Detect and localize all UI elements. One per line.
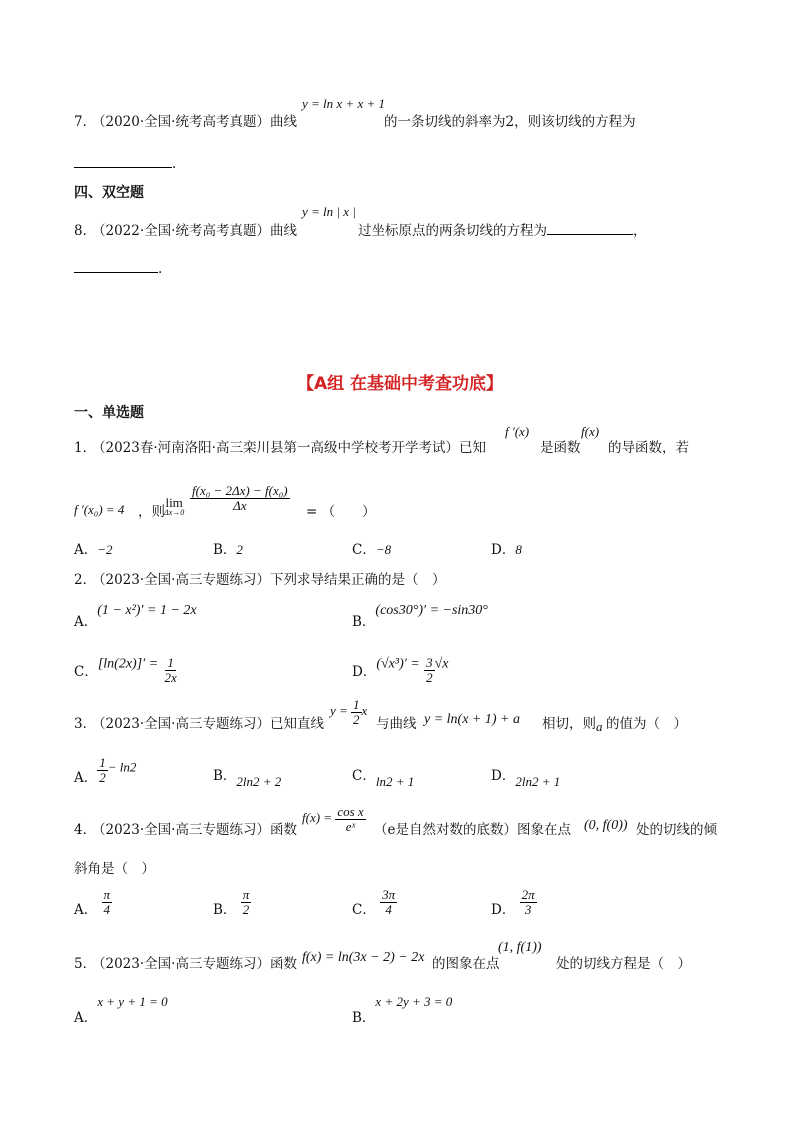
q8-text: 过坐标原点的两条切线的方程为	[358, 223, 547, 239]
q4-option-a-frac	[102, 888, 113, 916]
q4-option-d-frac	[520, 888, 537, 916]
q5-point: (1, f(1))	[498, 940, 542, 955]
q4-option-a-den: 4	[103, 901, 111, 917]
q3-option-b[interactable]	[213, 764, 282, 789]
q3-line	[330, 698, 367, 726]
q3-option-d-value: 2ln2 + 1	[515, 774, 561, 789]
q1-option-a[interactable]	[74, 538, 113, 558]
q4-f-den: eˣ	[345, 818, 356, 834]
q2-option-d[interactable]	[352, 650, 449, 685]
q4-f-num: cos x	[337, 804, 364, 819]
q1-denominator: Δx	[233, 497, 247, 513]
q4-option-c-frac	[380, 888, 397, 916]
q2-option-d-num: 3	[426, 655, 433, 670]
q1-then: ，则	[138, 504, 165, 520]
q2-option-c[interactable]	[74, 650, 179, 685]
q7-number: 7．	[74, 114, 97, 130]
q8-source: （2022·全国·统考高考真题）曲线	[92, 223, 297, 239]
q8-number: 8．	[74, 223, 97, 239]
group-title: 【A组 在基础中考查功底】	[296, 374, 504, 394]
q8-line1-tail	[358, 219, 647, 239]
q3-option-a-num: 1	[99, 755, 106, 770]
section-one-heading: 一、单选题	[74, 405, 144, 421]
q4-option-c-label: C．	[352, 901, 376, 918]
q4-point: (0, f(0))	[584, 818, 628, 833]
q5-option-a[interactable]	[74, 990, 168, 1026]
q1-lim: lim	[165, 495, 183, 510]
q1-numerator: f(x₀ − 2Δx) − f(x₀)	[192, 483, 288, 498]
q4-function	[302, 805, 366, 833]
q4-option-b-frac	[241, 888, 252, 916]
q1-option-c-value: −8	[375, 542, 392, 557]
q3-option-d[interactable]	[491, 764, 561, 789]
q7-text: 的一条切线的斜率为2，则该切线的方程为	[384, 114, 636, 130]
q3-option-d-label: D．	[491, 768, 516, 784]
q2-option-d-right: √x	[434, 656, 449, 672]
q3-line-den: 2	[353, 711, 360, 727]
q4-end: 处的切线的倾	[636, 822, 717, 838]
q2-option-c-num: 1	[167, 655, 174, 670]
q8-formula: y = ln | x |	[302, 204, 356, 219]
q1-number: 1．	[74, 440, 97, 456]
q1-option-a-label: A．	[74, 542, 98, 558]
q2-option-d-label: D．	[352, 663, 377, 680]
q4-option-b-den: 2	[242, 901, 250, 917]
q1-end: 的导函数，若	[608, 440, 689, 456]
q2-option-a-label: A．	[74, 614, 98, 630]
q5-number: 5．	[74, 956, 97, 972]
q3-text: 相切，则	[542, 716, 596, 732]
q4-f-left: f(x) =	[302, 810, 333, 826]
q3-a: a	[596, 719, 603, 734]
section-four-heading: 四、双空题	[74, 185, 144, 201]
q1-limit	[164, 496, 184, 517]
q2-number: 2．	[74, 572, 97, 588]
q5-option-b-value: x + 2y + 3 = 0	[375, 994, 453, 1009]
q1-option-d[interactable]	[491, 538, 522, 558]
q1-condition: f ′(x₀) = 4	[74, 502, 125, 517]
q2-option-b-label: B．	[352, 614, 376, 630]
q8-answer-blank-2[interactable]	[74, 260, 158, 273]
q1-option-a-value: −2	[97, 542, 113, 557]
q2-text: （2023·全国·高三专题练习）下列求导结果正确的是（ ）	[92, 572, 446, 588]
q3-option-a[interactable]	[74, 754, 137, 786]
q3-option-c[interactable]	[352, 764, 415, 789]
q4-text: （e是自然对数的底数）图象在点	[374, 822, 571, 838]
q3-line-num: 1	[353, 697, 360, 712]
q8-comma: ，	[633, 223, 647, 239]
q1-option-b-label: B．	[213, 542, 237, 558]
q7-formula: y = ln x + x + 1	[302, 96, 385, 111]
q5-text: 的图象在点	[432, 956, 500, 972]
q3-option-a-frac	[97, 756, 108, 784]
q2-option-c-frac	[162, 656, 178, 684]
q2-option-a-expr: (1 − x²)′ = 1 − 2x	[97, 603, 197, 618]
q4-option-b[interactable]	[213, 888, 251, 916]
q5-source: （2023·全国·高三专题练习）函数	[92, 956, 297, 972]
q1-option-b-value: 2	[236, 542, 243, 557]
q1-option-b[interactable]	[213, 538, 243, 558]
q1-option-c-label: C．	[352, 542, 376, 558]
q3-option-c-label: C．	[352, 768, 376, 784]
q1-mid: 是函数	[540, 440, 581, 456]
q3-curve: y = ln(x + 1) + a	[424, 712, 520, 727]
q5-option-a-label: A．	[74, 1010, 98, 1026]
q4-option-a-label: A．	[74, 901, 98, 918]
q4-line2: 斜角是（ ）	[74, 861, 155, 877]
q3-end: 的值为（ ）	[606, 716, 687, 732]
q4-option-d-label: D．	[491, 901, 516, 918]
q3-option-a-label: A．	[74, 769, 98, 786]
q4-option-a-num: π	[103, 887, 111, 902]
q5-option-b[interactable]	[352, 990, 453, 1026]
q1-lim-sub: Δx→0	[164, 508, 185, 517]
q3-mid: 与曲线	[376, 716, 417, 732]
q1-option-d-value: 8	[515, 542, 522, 557]
q2-option-b[interactable]	[352, 598, 488, 630]
q4-option-d[interactable]	[491, 888, 537, 916]
q8-answer-blank-1[interactable]	[547, 222, 633, 235]
q4-number: 4．	[74, 822, 97, 838]
q1-fraction	[190, 484, 290, 512]
q1-fprime: f ′(x)	[505, 424, 530, 439]
q1-source: （2023春·河南洛阳·高三栾川县第一高级中学校考开学考试）已知	[92, 440, 486, 456]
q4-option-c-num: 3π	[382, 887, 396, 902]
q2-option-d-frac	[424, 656, 435, 684]
q8-line2	[74, 258, 162, 277]
q4-option-b-label: B．	[213, 901, 237, 918]
q2-option-b-expr: (cos30°)′ = −sin30°	[375, 603, 488, 618]
q5-option-b-label: B．	[352, 1010, 376, 1026]
q1-f: f(x)	[581, 424, 600, 439]
q4-option-a[interactable]	[74, 888, 112, 916]
q4-option-d-den: 3	[524, 901, 532, 917]
q5-function: f(x) = ln(3x − 2) − 2x	[302, 950, 425, 965]
q1-option-d-label: D．	[491, 542, 516, 558]
q2-option-a[interactable]	[74, 598, 197, 630]
q2-option-c-left: [ln(2x)]′ =	[97, 656, 159, 672]
q3-option-a-den: 2	[99, 769, 106, 785]
q1-option-c[interactable]	[352, 538, 391, 558]
q3-option-a-right: − ln2	[107, 759, 137, 775]
q4-source: （2023·全国·高三专题练习）函数	[92, 822, 297, 838]
q3-option-b-value: 2ln2 + 2	[236, 774, 282, 789]
q4-option-d-num: 2π	[521, 887, 535, 902]
q3-option-b-label: B．	[213, 768, 237, 784]
q4-f-frac	[335, 805, 365, 833]
q3-source: （2023·全国·高三专题练习）已知直线	[92, 716, 324, 732]
q5-option-a-value: x + y + 1 = 0	[97, 994, 168, 1009]
q7-answer-blank[interactable]	[74, 153, 176, 172]
q4-option-c-den: 4	[385, 901, 392, 917]
q1-equals: = （ ）	[306, 504, 376, 520]
q3-line-left: y =	[330, 703, 348, 719]
q2-option-d-left: (√x³)′ =	[376, 656, 420, 672]
q5-end: 处的切线方程是（ ）	[556, 956, 691, 972]
q3-option-c-value: ln2 + 1	[375, 774, 415, 789]
q3-number: 3．	[74, 716, 97, 732]
q3-line-right: x	[361, 703, 368, 719]
q4-option-c[interactable]	[352, 888, 397, 916]
q7-source: （2020·全国·统考高考真题）曲线	[92, 114, 297, 130]
q2-option-c-den: 2x	[164, 669, 177, 685]
q3-line-frac	[351, 698, 362, 726]
q2-option-c-label: C．	[74, 663, 98, 680]
q2-option-d-den: 2	[426, 669, 433, 685]
q4-option-b-num: π	[242, 887, 250, 902]
q8-end: .	[158, 261, 163, 277]
q7-end: .	[172, 156, 177, 172]
